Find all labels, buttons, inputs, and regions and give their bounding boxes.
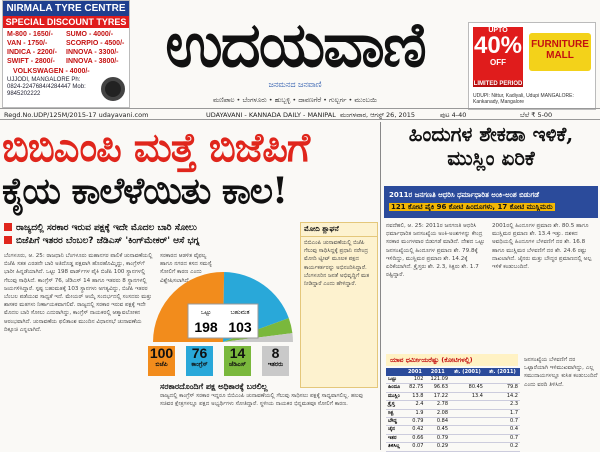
furniture-mall-ad[interactable] <box>468 22 596 110</box>
furniture-mall-logo: FURNITURE MALL <box>529 33 591 71</box>
ad-price: INNOVA - 3800/- <box>66 58 119 65</box>
table-header-cell: ಶೇ. (2011) <box>485 368 520 376</box>
table-cell: ಮುಸ್ಲಿಂ <box>386 392 404 400</box>
limited-period-label: LIMITED PERIOD <box>473 81 523 87</box>
discount-upto: UPTO <box>488 27 508 34</box>
party-name: ಬಿಜೆಪಿ <box>155 361 168 368</box>
table-cell: 0.79 <box>404 418 425 426</box>
table-row <box>386 426 520 434</box>
bullet-point <box>4 222 300 235</box>
table-row <box>386 409 520 417</box>
table-cell: ಒಟ್ಟು <box>386 376 404 384</box>
table-cell: 14.2 <box>485 392 520 400</box>
table-cell: 80.45 <box>450 384 485 392</box>
table-cell: 13.4 <box>450 392 485 400</box>
table-cell: ಇತರ <box>386 434 404 442</box>
table-cell: 0.29 <box>425 443 450 451</box>
table-cell: 2.4 <box>404 401 425 409</box>
table-row <box>386 392 520 400</box>
party-tally-congress <box>186 346 213 376</box>
table-cell: 0.07 <box>404 443 425 451</box>
table-cell: 2.08 <box>425 409 450 417</box>
table-cell: 0.79 <box>425 434 450 442</box>
table-header-cell: 2001 <box>404 368 425 376</box>
ad-price: SCORPIO - 4500/- <box>66 40 125 47</box>
registration-number: Regd.No.UDP/125M/2015-17 udayavani.com <box>4 111 149 119</box>
table-cell <box>485 376 520 384</box>
ad-price: SUMO - 4000/- <box>66 31 114 38</box>
table-cell: 2.78 <box>425 401 450 409</box>
page-count: ಪುಟ 4-40 <box>440 111 467 119</box>
table-row <box>386 418 520 426</box>
dateline-strip <box>0 108 600 120</box>
table-cell: 102 <box>404 376 425 384</box>
table-cell: 82.75 <box>404 384 425 392</box>
table-cell: 0.2 <box>485 443 520 451</box>
party-tally-others <box>262 346 289 376</box>
ad-title: NIRMALA TYRE CENTRE <box>3 1 129 16</box>
bullet-text: ಬಿಜೆಪಿಗೆ ಇತರರ ಬೆಂಬಲ? ಜೆಡಿಎಸ್ 'ಕಿಂಗ್‌ಮೇಕರ್' ಆಸೆ ಭಗ್ನ <box>16 236 200 246</box>
table-cell: 0.4 <box>485 426 520 434</box>
sidebar-text: ಬಿಬಿಎಂಪಿ ಚುನಾವಣೆಯಲ್ಲಿ ಬಿಜೆಪಿ ಗೆಲುವು ಸಾಧಿಸಿದ್ದಕ್ಕೆ ಪ್ರಧಾನಿ ನರೇಂದ್ರ ಮೋದಿ ಟ್ವೀಟ್ ಮೂಲಕ ಪಕ್ಷದ ಕಾರ್ಯಕರ್ತರನ್ನು ಅಭಿನಂದಿಸಿದ್ದಾರೆ. ಬೆಂಗಳೂರಿನ ಜನತೆ ಅಭಿವೃದ್ಧಿಗೆ ಮತ ನೀಡಿದ್ದಾರೆ ಎಂದು ಹೇಳಿದ್ದಾರೆ. <box>304 240 370 288</box>
total-seats: 198 <box>194 319 218 335</box>
ad-address: UJJODI, MANGALORE Ph: 0824-2247684/4284447 Mob: 9845202222 <box>7 77 86 97</box>
table-header-cell: 2011 <box>425 368 450 376</box>
ad-price: M-800 - 1650/- <box>7 31 53 38</box>
majority-label: ಬಹುಮತ <box>230 309 250 316</box>
table-cell <box>450 409 485 417</box>
table-cell: 0.42 <box>404 426 425 434</box>
party-tally-bjp <box>148 346 175 376</box>
table-cell: 13.8 <box>404 392 425 400</box>
majority-seats: 103 <box>228 319 252 335</box>
masthead-tagline: ಜನಮನದ ಜನವಾಣಿ <box>268 80 322 89</box>
ad-price-list <box>3 28 129 68</box>
table-cell <box>450 418 485 426</box>
party-seats: 8 <box>271 345 280 361</box>
table-header-row <box>386 368 520 376</box>
table-body <box>386 376 520 451</box>
table-cell: 0.45 <box>425 426 450 434</box>
ad-address: UDUPI: Nittur, Kadiyali, Udupi MANGALORE: Kankanady, Mangalore <box>473 93 574 105</box>
table-header-cell: ಶೇ. (2001) <box>450 368 485 376</box>
ad-price: INDICA - 2200/- <box>7 49 57 56</box>
table-cell <box>450 376 485 384</box>
cover-price: ಬೆಲೆ ₹ 5-00 <box>520 111 553 119</box>
table-cell: 96.63 <box>425 384 450 392</box>
tyre-icon <box>101 77 125 101</box>
party-name: ಇತರರು <box>267 361 284 368</box>
religion-population-table <box>386 368 520 452</box>
table-cell: 1.7 <box>485 409 520 417</box>
table-cell: 79.8 <box>485 384 520 392</box>
modi-sidebar-box[interactable] <box>300 222 378 388</box>
table-row <box>386 384 520 392</box>
table-row <box>386 401 520 409</box>
newspaper-masthead[interactable]: ಉದಯವಾಣಿ <box>165 8 425 81</box>
summary-line-1: 2011ರ ಜನಗಣತಿ ಆಧರಿಸಿ ಧರ್ಮಾಧಾರಿತ ಅಂಕಿ-ಅಂಶ ಬಿಡುಗಡೆ <box>389 191 540 199</box>
table-cell <box>450 434 485 442</box>
ad-price-vw: VOLKSWAGEN - 4000/- <box>13 68 90 75</box>
census-headline[interactable]: ಹಿಂದುಗಳ ಶೇಕಡಾ ಇಳಿಕೆ, ಮುಸ್ಲಿಂ ಏರಿಕೆ <box>408 122 574 170</box>
ad-price: INNOVA - 3300/- <box>66 49 119 56</box>
table-cell: 2.3 <box>485 401 520 409</box>
table-cell: 17.22 <box>425 392 450 400</box>
census-body-column: 2001ರಲ್ಲಿ ಹಿಂದೂಗಳ ಪ್ರಮಾಣ ಶೇ. 80.5 ಹಾಗೂ ಮುಸ್ಲಿಮರ ಪ್ರಮಾಣ ಶೇ. 13.4 ಇತ್ತು. ದಶಕದ ಅವಧಿಯಲ್ಲಿ ಹಿಂದೂಗಳ ಬೆಳವಣಿಗೆ ದರ ಶೇ. 16.8 ಹಾಗೂ ಮುಸ್ಲಿಮರ ಬೆಳವಣಿಗೆ ದರ ಶೇ. 24.6 ರಷ್ಟು ದಾಖಲಾಗಿದೆ. ಜೈನರು ಮತ್ತು ಬೌದ್ಧರ ಪ್ರಮಾಣದಲ್ಲಿ ಅಲ್ಪ ಇಳಿಕೆ ಕಂಡುಬಂದಿದೆ. <box>492 223 592 271</box>
table-cell: 0.7 <box>485 418 520 426</box>
table-cell: 121.09 <box>425 376 450 384</box>
main-headline-line-2[interactable]: ಕೈಯ ಕಾಲೆಳೆಯಿತು ಕಾಲ! <box>2 170 287 212</box>
story-body-column: ಬೆಂಗಳೂರು, ಆ. 25: ರಾಜಧಾನಿ ಬೆಂಗಳೂರು ಮಹಾನಗರ ಪಾಲಿಕೆ ಚುನಾವಣೆಯಲ್ಲಿ ಬಿಜೆಪಿ ಸತತ ಎರಡನೇ ಬಾರಿ ಅತಿದೊಡ್ಡ ಪಕ್ಷವಾಗಿ ಹೊರಹೊಮ್ಮಿದ್ದು, ಕಾಂಗ್ರೆಸ್‌ಗೆ ಭಾರೀ ಹಿನ್ನಡೆಯಾಗಿದೆ. ಒಟ್ಟು 198 ವಾರ್ಡ್‌ಗಳ ಪೈಕಿ ಬಿಜೆಪಿ 100 ಸ್ಥಾನಗಳಲ್ಲಿ ಗೆಲುವು ಸಾಧಿಸಿದೆ. ಕಾಂಗ್ರೆಸ್ 76, ಜೆಡಿಎಸ್ 14 ಹಾಗೂ ಇತರರು 8 ಸ್ಥಾನಗಳಲ್ಲಿ ಜಯಗಳಿಸಿದ್ದಾರೆ. ಸ್ಪಷ್ಟ ಬಹುಮತಕ್ಕೆ 103 ಸ್ಥಾನಗಳು ಅಗತ್ಯವಿದ್ದು, ಬಿಜೆಪಿ ಇತರರ ಬೆಂಬಲ ಪಡೆಯುವ ಸಾಧ್ಯತೆ ಇದೆ. ಮೇಯರ್ ಆಯ್ಕೆ ಸಂದರ್ಭದಲ್ಲಿ ಸಂಸದರು ಮತ್ತು ಶಾಸಕರ ಮತಗಳು ನಿರ್ಣಾಯಕವಾಗಲಿವೆ. ರಾಜ್ಯದಲ್ಲಿ ಸರಕಾರ ಇರುವ ಪಕ್ಷಕ್ಕೆ ಇದೇ ಮೊದಲ ಬಾರಿ ಸೋಲು ಎದುರಾಗಿದ್ದು, ಕಾಂಗ್ರೆಸ್ ನಾಯಕರಲ್ಲಿ ಆತ್ಮಾವಲೋಕನ ಆರಂಭವಾಗಿದೆ. ಚುನಾವಣೆಯ ಫಲಿತಾಂಶ ಮುಂದಿನ ವಿಧಾನಸಭೆ ಚುನಾವಣೆಯ ದಿಕ್ಸೂಚಿ ಎನ್ನಲಾಗಿದೆ. <box>4 253 153 333</box>
bullet-marker-icon <box>4 223 12 231</box>
paper-name: UDAYAVANI - KANNADA DAILY - MANIPAL <box>206 111 336 119</box>
table-cell: 0.66 <box>404 434 425 442</box>
summary-line-2: 121 ಕೋಟಿ ಪೈಕಿ 96 ಕೋಟಿ ಹಿಂದೂಗಳು, 17 ಕೋಟಿ ಮುಸ್ಲಿಮರು <box>391 203 553 211</box>
edition-list: ಮಣಿಪಾಲ • ಬೆಂಗಳೂರು • ಹುಬ್ಬಳ್ಳಿ • ದಾವಣಗೆರೆ • ಗುಲ್ಬರ್ಗ • ಮುಂಬಯಿ <box>213 96 377 104</box>
religion-table-title: ಯಾವ ಧರ್ಮೀಯರೆಷ್ಟು (ಕೋಟಿಗಳಲ್ಲಿ) <box>386 354 518 366</box>
table-row <box>386 434 520 442</box>
party-seats: 14 <box>229 345 246 361</box>
table-cell <box>450 426 485 434</box>
ad-offer: SPECIAL DISCOUNT TYRES <box>3 16 129 28</box>
table-cell: ಕ್ರೈಸ್ತ <box>386 401 404 409</box>
bullet-marker-icon <box>4 236 12 244</box>
ad-price: SWIFT - 2800/- <box>7 58 55 65</box>
table-cell: ಬೌದ್ಧ <box>386 418 404 426</box>
table-cell: 0.84 <box>425 418 450 426</box>
table-cell: ತಿಳಿಸಿಲ್ಲ <box>386 443 404 451</box>
issue-date: ಮಂಗಳವಾರ, ಆಗಸ್ಟ್ 26, 2015 <box>340 111 415 119</box>
main-headline-line-1[interactable]: ಬಿಬಿಎಂಪಿ ಮತ್ತೆ ಬಿಜೆಪಿಗೆ <box>2 124 310 171</box>
bullet-text: ರಾಜ್ಯದಲ್ಲಿ ಸರಕಾರ ಇರುವ ಪಕ್ಷಕ್ಕೆ ಇದೇ ಮೊದಲ ಬಾರಿ ಸೋಲು <box>16 223 197 233</box>
discount-percent: 40% <box>473 32 523 59</box>
headline-bullets <box>4 222 300 248</box>
story-body-column: ರಾಜ್ಯದಲ್ಲಿ ಕಾಂಗ್ರೆಸ್ ಸರಕಾರ ಇದ್ದರೂ ಬಿಬಿಎಂಪಿ ಚುನಾವಣೆಯಲ್ಲಿ ಗೆಲುವು ಸಾಧಿಸಲು ಪಕ್ಷಕ್ಕೆ ಸಾಧ್ಯವಾಗಲಿಲ್ಲ. ಹಲವು ಸಚಿವರ ಕ್ಷೇತ್ರಗಳಲ್ಲೂ ಪಕ್ಷದ ಅಭ್ಯರ್ಥಿಗಳು ಸೋತಿದ್ದಾರೆ. ಸ್ಥಳೀಯ ನಾಯಕರ ಭಿನ್ನಮತವೂ ಸೋಲಿಗೆ ಕಾರಣ. <box>160 393 364 408</box>
census-body-column: ಜನಸಂಖ್ಯೆಯ ಬೆಳವಣಿಗೆ ದರ ಒಟ್ಟಾರೆಯಾಗಿ ಇಳಿಮುಖವಾಗಿದ್ದು, ಎಲ್ಲ ಸಮುದಾಯಗಳಲ್ಲೂ ಕುಸಿತ ಕಂಡುಬಂದಿದೆ ಎಂದು ವರದಿ ತಿಳಿಸಿದೆ. <box>524 357 598 388</box>
party-seats: 76 <box>191 345 208 361</box>
secondary-subhead[interactable]: ಸರಕಾರದೊಂದಿಗೆ ಪಕ್ಷ ಅಧಿಕಾರಕ್ಕೆ ಬರಲಿಲ್ಲ <box>160 382 268 391</box>
sidebar-title: ಮೋದಿ ಶ್ಲಾಘನೆ <box>301 223 377 237</box>
table-cell: ಹಿಂದೂ <box>386 384 404 392</box>
census-summary-bar <box>384 186 598 218</box>
total-label: ಒಟ್ಟು <box>200 309 212 316</box>
table-cell: 0.7 <box>485 434 520 442</box>
table-cell: 1.9 <box>404 409 425 417</box>
table-cell: ಜೈನ <box>386 426 404 434</box>
tyre-centre-ad[interactable] <box>2 0 130 108</box>
party-seats: 100 <box>149 345 174 361</box>
party-name: ಕಾಂಗ್ರೆಸ್ <box>191 361 208 368</box>
party-name: ಜೆಡಿಎಸ್ <box>228 361 247 368</box>
seat-semicircle <box>148 250 298 346</box>
table-header-cell <box>386 368 404 376</box>
discount-badge <box>473 27 523 81</box>
census-body-column: ನವದೆಹಲಿ, ಆ. 25: 2011ರ ಜನಗಣತಿ ಆಧರಿಸಿ ಧರ್ಮಾಧಾರಿತ ಜನಸಂಖ್ಯೆಯ ಅಂಕಿ-ಅಂಶಗಳನ್ನು ಕೇಂದ್ರ ಸರಕಾರ ಮಂಗಳವಾರ ಬಿಡುಗಡೆ ಮಾಡಿದೆ. ದೇಶದ ಒಟ್ಟು ಜನಸಂಖ್ಯೆಯಲ್ಲಿ ಹಿಂದೂಗಳ ಪ್ರಮಾಣ ಶೇ. 79.8ಕ್ಕೆ ಇಳಿದಿದ್ದು, ಮುಸ್ಲಿಮರ ಪ್ರಮಾಣ ಶೇ. 14.2ಕ್ಕೆ ಏರಿಕೆಯಾಗಿದೆ. ಕ್ರೈಸ್ತರು ಶೇ. 2.3, ಸಿಕ್ಖರು ಶೇ. 1.7 ರಷ್ಟಿದ್ದಾರೆ. <box>386 223 485 279</box>
story-body-column: ಸರಕಾರದ ಆಡಳಿತ ವೈಫಲ್ಯ ಹಾಗೂ ನಗರದ ಕಸದ ಸಮಸ್ಯೆ ಸೋಲಿಗೆ ಕಾರಣ ಎಂದು ವಿಶ್ಲೇಷಿಸಲಾಗಿದೆ. <box>160 253 212 284</box>
table-cell <box>450 401 485 409</box>
ad-price: VAN - 1750/- <box>7 40 48 47</box>
seat-tally-graphic <box>148 250 298 382</box>
column-divider <box>380 122 381 450</box>
discount-off: OFF <box>490 58 506 67</box>
table-cell: ಸಿಕ್ಖ <box>386 409 404 417</box>
party-tally-jds <box>224 346 251 376</box>
table-row <box>386 376 520 384</box>
bullet-point <box>4 235 300 248</box>
